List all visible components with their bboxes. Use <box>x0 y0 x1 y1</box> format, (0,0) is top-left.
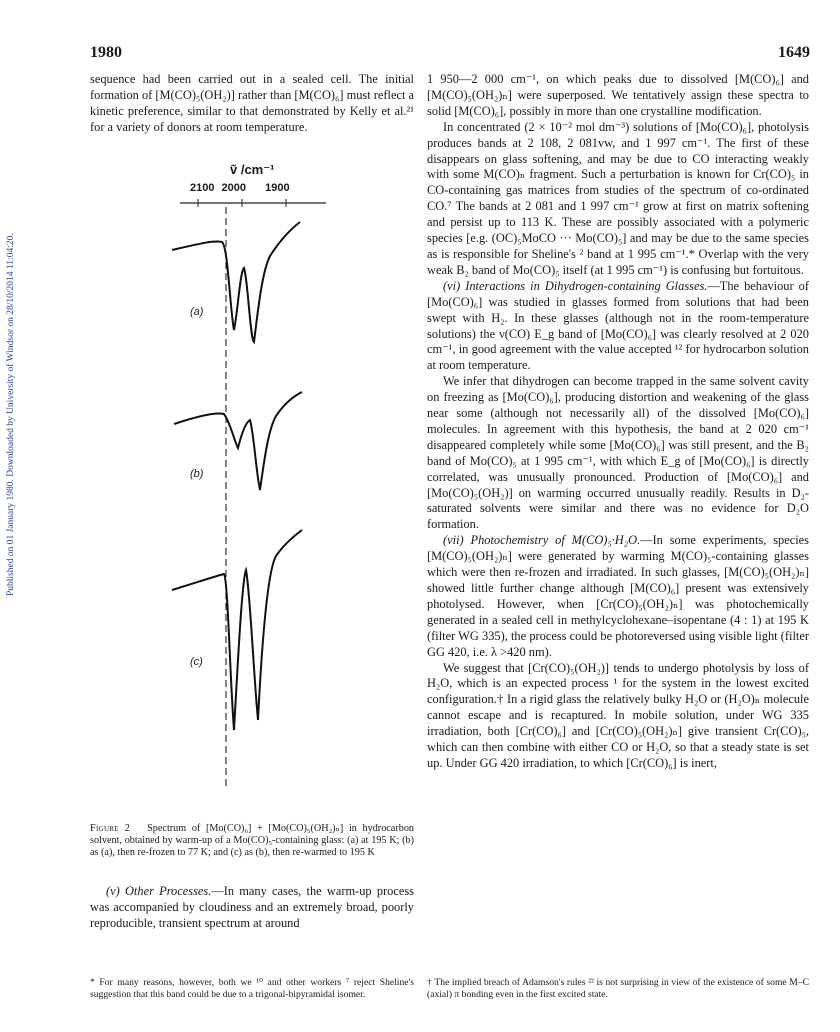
section-v <box>90 872 414 945</box>
right-column <box>427 72 809 772</box>
spectrum-trace-a <box>172 222 300 342</box>
section-vii-text: —In some experiments, species [M(CO)₅(OH₂)ₙ] were generated by warming M(CO)₅-containing glasses which were then re-frozen and irradiated. In such glasses, [M(CO)₅(OH₂)ₙ] showed little further change although [M(CO)₆] present was extensively photolysed. However, when [Cr(CO)₅(OH₂)ₙ] was photochemically generated in a sealed cell in methylcyclohexane–isopentane (4 : 1) at 195 K (filter WG 335), the process could be photoreversed using visible light (filter GG 420, i.e. λ >420 nm). <box>427 533 809 659</box>
spectrum-trace-c <box>172 530 302 730</box>
panel-label-a: (a) <box>190 306 204 318</box>
section-vi-heading: (vi) Interactions in Dihydrogen-containing Glasses. <box>443 278 708 293</box>
right-paragraph-2: In concentrated (2 × 10⁻² mol dm⁻³) solutions of [Mo(CO)₆], photolysis produces bands at 2 108, 2 081vw, and 1 997 cm⁻¹. The first of these disappears on glass softening, and may be due to CO interacting weakly with some M(CO)ₙ fragment. Such a perturbation is known for Cr(CO)₅ in CO-containing gas matrices from studies of the spectrum of co-ordinated CO.⁷ The bands at 2 081 and 1 997 cm⁻¹ grow at first on matrix softening and persist up to 113 K. These are possibly associated with a polymeric species [e.g. (OC)₅MoCO ··· Mo(CO)₅] and may be due to the same species as is responsible for Sheline's ² band at 1 995 cm⁻¹.* Overlap with the very weak B₂ band of Mo(CO)₅ itself (at 1 995 cm⁻¹) is confusing but fortuitous. <box>427 119 809 277</box>
right-paragraph-1: 1 950—2 000 cm⁻¹, on which peaks due to dissolved [M(CO)₆] and [M(CO)₅(OH₂)ₙ] were superposed. We tentatively assign these spectra to solid [M(CO)₆], possibly in more than one crystalline modification. <box>427 72 809 118</box>
footnote-left: * For many reasons, however, both we ¹⁰ and other workers ⁷ reject Sheline's suggestion that this band could be due to a trigonal-bipyramidal isomer. <box>90 977 414 1000</box>
tick-2000: 2000 <box>221 182 247 194</box>
right-paragraph-5 <box>427 533 809 660</box>
download-watermark: Published on 01 January 1980. Downloaded by University of Windsor on 28/10/2014 11:04:20. <box>6 233 16 597</box>
figure-caption <box>90 823 414 859</box>
panel-label-b: (b) <box>190 468 204 480</box>
panel-label-c: (c) <box>190 656 203 668</box>
header-page-number: 1649 <box>778 44 810 61</box>
section-vii-heading: (vii) Photochemistry of M(CO)₅·H₂O. <box>443 533 641 548</box>
section-vi-text: —The behaviour of [Mo(CO)₆] was studied in glasses formed from solutions that had been swept with H₂. In these glasses (although not in the room-temperature solutions) the ν(CO) E_g band of [Mo(CO)₆] was clearly resolved at 2 020 cm⁻¹, in good agreement with the value accepted ¹² for hydrocarbon solution at room temperature. <box>427 278 809 373</box>
intro-paragraph: sequence had been carried out in a sealed cell. The initial formation of [M(CO)₅(OH₂)] rather than [M(CO)₆] must reflect a kinetic preference, similar to that demonstrated by Kelly et al.²¹ for a variety of donors at room temperature. <box>90 72 414 134</box>
tick-2100: 2100 <box>190 182 215 194</box>
section-v-text: —In many cases, the warm-up process was accompanied by cloudiness and an extremely broad, poorly reproducible, transient spectrum at around <box>90 884 415 931</box>
right-paragraph-3 <box>427 279 809 374</box>
header-year: 1980 <box>90 44 122 61</box>
left-column <box>90 72 414 136</box>
footnote-right: † The implied breach of Adamson's rules ²² is not surprising in view of the existence of some M–C (axial) π bonding even in the first excited state. <box>427 977 809 1000</box>
caption-text: Spectrum of [Mo(CO)₆] + [Mo(CO)₅(OH₂)ₙ] in hydrocarbon solvent, obtained by warm-up of a Mo(CO)₅-containing glass: (a) at 195 K; (b) as (a), then re-frozen to 77 K; and (c) as (b), then re-warmed to 195 K <box>90 823 415 859</box>
right-paragraph-4: We infer that dihydrogen can become trapped in the same solvent cavity on freezing as [Mo(CO)₆], producing distortion and weakening of the glass near some (although not necessarily all) of the dissolved [Mo(CO)₆] molecules. In agreement with this hypothesis, the band at 2 020 cm⁻¹ disappeared completely while some [Mo(CO)₆] was still present, and the B₂ band of Mo(CO)₅ at 1 995 cm⁻¹, with which E_g of [Mo(CO)₆] is directly correlated, was unusually pronounced. Production of [Mo(CO)₆] and [Mo(CO)₅(OH₂)] on warming occurred unusually readily. Results in D₂-saturated solvents were similar and there was no evidence for D₂O formation. <box>427 374 809 532</box>
figure-2-spectra <box>158 160 328 820</box>
caption-label: Figure 2 <box>90 823 131 834</box>
tick-1900: 1900 <box>265 182 290 194</box>
right-paragraph-6: We suggest that [Cr(CO)₅(OH₂)] tends to undergo photolysis by loss of H₂O, which is an expected process ¹ for the system in the lowest excited configuration.† In a rigid glass the relatively bulky H₂O or (H₂O)ₙ molecule cannot escape and is recaptured. In mobile solution, under WG 335 irradiation, both [Cr(CO)₆] and [Cr(CO)₅(OH₂)ₙ] give transient Cr(CO)₅, which can then combine with either CO or H₂O, so that a steady state is set up. Under GG 420 irradiation, to which [Cr(CO)₆] is inert, <box>427 660 809 770</box>
axis-unit-label: ṽ /cm⁻¹ <box>230 162 275 177</box>
section-v-heading: (v) Other Processes. <box>106 884 212 899</box>
